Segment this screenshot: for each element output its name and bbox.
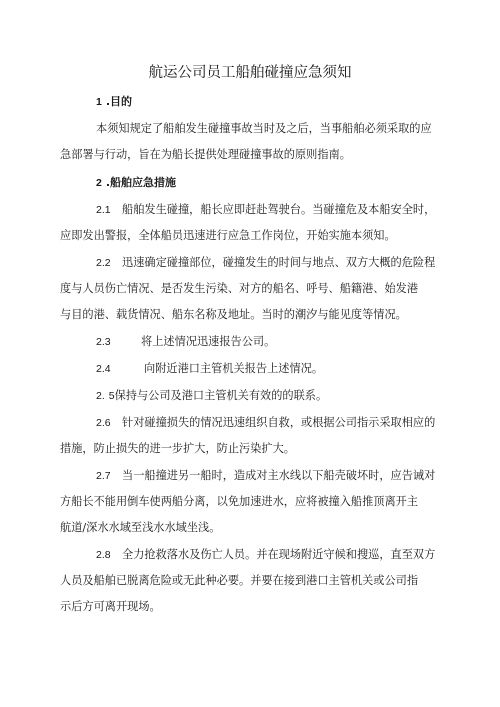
item-2-7-text: 当一船撞进另一船时，造成对主水线以下船壳破坏时，应告诫对 <box>122 469 436 482</box>
item-2-6-text: 针对碰撞损失的情况迅速组织自救，或根据公司指示采取相应的 <box>122 416 436 429</box>
item-2-8-line-3: 示后方可离开现场。 <box>60 600 161 613</box>
item-2-2-line-3: 与目的港、载货情况、船东名称及地址。当时的潮汐与能见度等情况。 <box>60 308 407 321</box>
item-2-1-text: 船舶发生碰撞，船长应即赶赴驾驶台。当碰撞危及本船安全时， <box>122 203 436 216</box>
item-2-2-line-1 <box>96 255 435 271</box>
section-1-number: 1 <box>96 96 102 108</box>
section-2-heading <box>96 175 176 191</box>
item-2-7-line-3: 航道/深水水域至浅水水域坐浅。 <box>60 521 221 534</box>
item-2-3-text: 将上述情况迅速报告公司。 <box>141 335 276 348</box>
item-2-1-number: 2.1 <box>96 204 111 216</box>
item-2-6-line-2: 措施，防止损失的进一步扩大，防止污染扩大。 <box>60 442 295 455</box>
section-2-title: .船舶应急措施 <box>105 176 177 189</box>
item-2-5-number-suffix: 5 <box>108 390 115 402</box>
section-1-para-line-2: 急部署与行动，旨在为船长提供处理碰撞事故的原则指南。 <box>60 148 351 161</box>
section-1-para-line-1: 本须知规定了船舶发生碰撞事故当时及之后，当事船舶必须采取的应 <box>96 122 432 135</box>
section-2-number: 2 <box>96 177 102 189</box>
item-2-8-line-2: 人员及船舶已脱离危险或无此种必要。并要在接到港口主管机关或公司指 <box>60 574 419 587</box>
item-2-3-number: 2.3 <box>96 336 111 348</box>
item-2-4-text: 向附近港口主管机关报告上述情况。 <box>144 362 324 375</box>
item-2-5-text: 保持与公司及港口主管机关有效的的联系。 <box>114 389 328 402</box>
item-2-6-number: 2.6 <box>96 417 111 429</box>
item-2-8-line-1 <box>96 547 435 563</box>
item-2-7-line-1 <box>96 468 435 484</box>
item-2-7-number: 2.7 <box>96 470 111 482</box>
section-1-heading <box>96 94 132 110</box>
item-2-4 <box>96 361 323 377</box>
item-2-8-number: 2.8 <box>96 549 111 561</box>
section-1-title: .目的 <box>105 95 133 108</box>
item-2-4-number: 2.4 <box>96 363 111 375</box>
item-2-6-line-1 <box>96 415 435 431</box>
item-2-3 <box>96 334 275 350</box>
item-2-5 <box>96 388 327 404</box>
item-2-1-line-2: 应即发出警报，全体船员迅速进行应急工作岗位，开始实施本须知。 <box>60 229 396 242</box>
item-2-2-text: 迅速确定碰撞部位，碰撞发生的时间与地点、双方大概的危险程 <box>122 256 436 269</box>
item-2-1-line-1 <box>96 202 435 218</box>
item-2-5-number: 2. <box>96 390 105 402</box>
item-2-2-line-2: 度与人员伤亡情况、是否发生污染、对方的船名、呼号、船籍港、始发港 <box>60 282 419 295</box>
item-2-7-line-2: 方船长不能用倒车使两船分离，以免加速进水，应将被撞入船推顶离开主 <box>60 495 419 508</box>
document-title: 航运公司员工船舶碰撞应急须知 <box>148 65 352 81</box>
item-2-8-text: 全力抢救落水及伤亡人员。并在现场附近守候和搜巡，直至双方 <box>122 548 436 561</box>
item-2-2-number: 2.2 <box>96 257 111 269</box>
